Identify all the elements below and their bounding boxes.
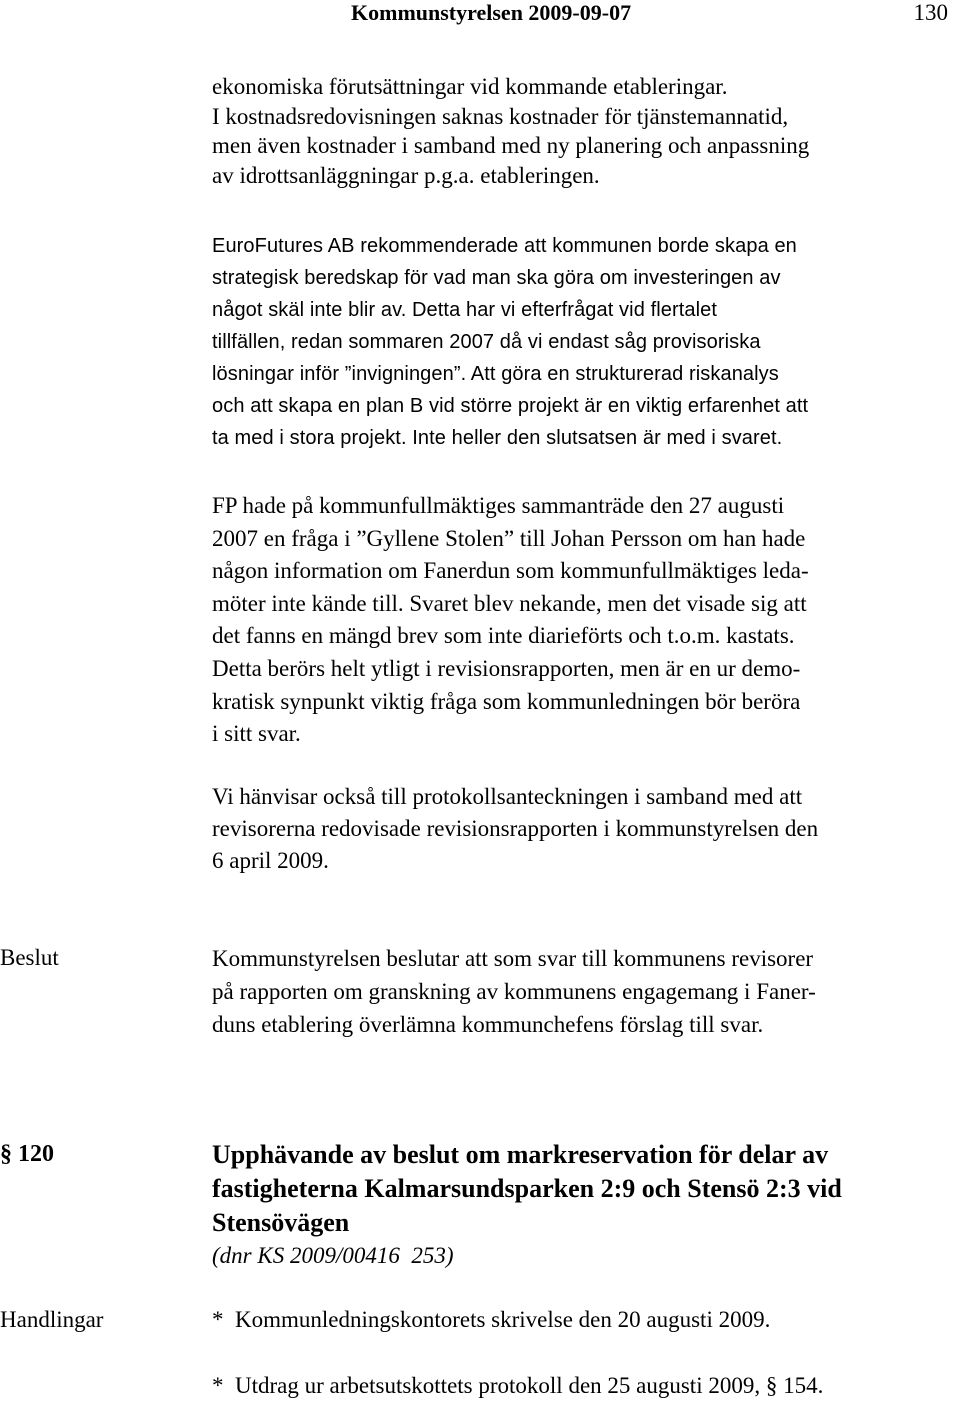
section-number: § 120 [0, 1141, 54, 1167]
paragraph-line: något skäl inte blir av. Detta har vi efterfrågat vid flertalet [212, 299, 718, 321]
section-title [212, 1138, 842, 1240]
paragraph-line: lösningar inför ”invigningen”. Att göra en strukturerad riskanalys [212, 363, 779, 385]
paragraph-line: Detta berörs helt ytligt i revisionsrapporten, men är en ur demo- [212, 655, 801, 681]
section-reference: (dnr KS 2009/00416 253) [212, 1243, 454, 1268]
paragraph-line: EuroFutures AB rekommenderade att kommunen borde skapa en [212, 235, 797, 257]
paragraph-line: i sitt svar. [212, 721, 301, 747]
paragraph-line: ekonomiska förutsättningar vid kommande etableringar. [212, 74, 728, 99]
paragraph-line: det fanns en mängd brev som inte diarieförts och t.o.m. kastats. [212, 623, 795, 649]
paragraph-protocol-note [212, 781, 956, 876]
section-title-line: fastigheterna Kalmarsundsparken 2:9 och Stensö 2:3 vid [212, 1174, 842, 1203]
paragraph-fp-question [212, 490, 956, 751]
paragraph-line: Vi hänvisar också till protokollsanteckningen i samband med att [212, 784, 803, 809]
paragraph-line: 6 april 2009. [212, 847, 329, 873]
paragraph-cost-accounting [212, 72, 956, 190]
paragraph-line: av idrottsanläggningar p.g.a. etableringen. [212, 162, 600, 188]
paragraph-line: någon information om Fanerdun som kommunfullmäktiges leda- [212, 558, 809, 584]
beslut-line: Kommunstyrelsen beslutar att som svar till kommunens revisorer [212, 946, 814, 971]
handling-item: * Kommunledningskontorets skrivelse den 20 augusti 2009. [212, 1307, 771, 1332]
paragraph-line: FP hade på kommunfullmäktiges sammanträde den 27 augusti [212, 493, 785, 518]
beslut-line: duns etablering överlämna kommunchefens förslag till svar. [212, 1012, 764, 1037]
section-title-line: Upphävande av beslut om markreservation för delar av [212, 1140, 829, 1169]
paragraph-line: strategisk beredskap för vad man ska göra om investeringen av [212, 267, 781, 289]
handling-item: * Utdrag ur arbetsutskottets protokoll den 25 augusti 2009, § 154. [212, 1373, 824, 1398]
paragraph-line: 2007 en fråga i ”Gyllene Stolen” till Johan Persson om han hade [212, 525, 806, 551]
paragraph-line: ta med i stora projekt. Inte heller den slutsatsen är med i svaret. [212, 427, 783, 449]
paragraph-eurofutures [212, 230, 956, 454]
beslut-text [212, 942, 956, 1041]
paragraph-line: I kostnadsredovisningen saknas kostnader för tjänstemannatid, [212, 103, 789, 129]
beslut-line: på rapporten om granskning av kommunens engagemang i Faner- [212, 979, 816, 1004]
header-title: Kommunstyrelsen 2009-09-07 [351, 0, 632, 25]
paragraph-line: men även kostnader i samband med ny planering och anpassning [212, 133, 810, 158]
page-number: 130 [913, 0, 948, 25]
paragraph-line: möter inte kände till. Svaret blev nekande, men det visade sig att [212, 590, 807, 616]
paragraph-line: revisorerna redovisade revisionsrapporten i kommunstyrelsen den [212, 815, 819, 841]
page-header [0, 0, 960, 34]
section-title-line: Stensövägen [212, 1208, 350, 1237]
paragraph-line: och att skapa en plan B vid större projekt är en viktig erfarenhet att [212, 395, 809, 417]
paragraph-line: kratisk synpunkt viktig fråga som kommunledningen bör beröra [212, 688, 801, 714]
beslut-label: Beslut [0, 945, 59, 970]
paragraph-line: tillfällen, redan sommaren 2007 då vi endast såg provisoriska [212, 331, 761, 353]
handlingar-label: Handlingar [0, 1307, 104, 1332]
